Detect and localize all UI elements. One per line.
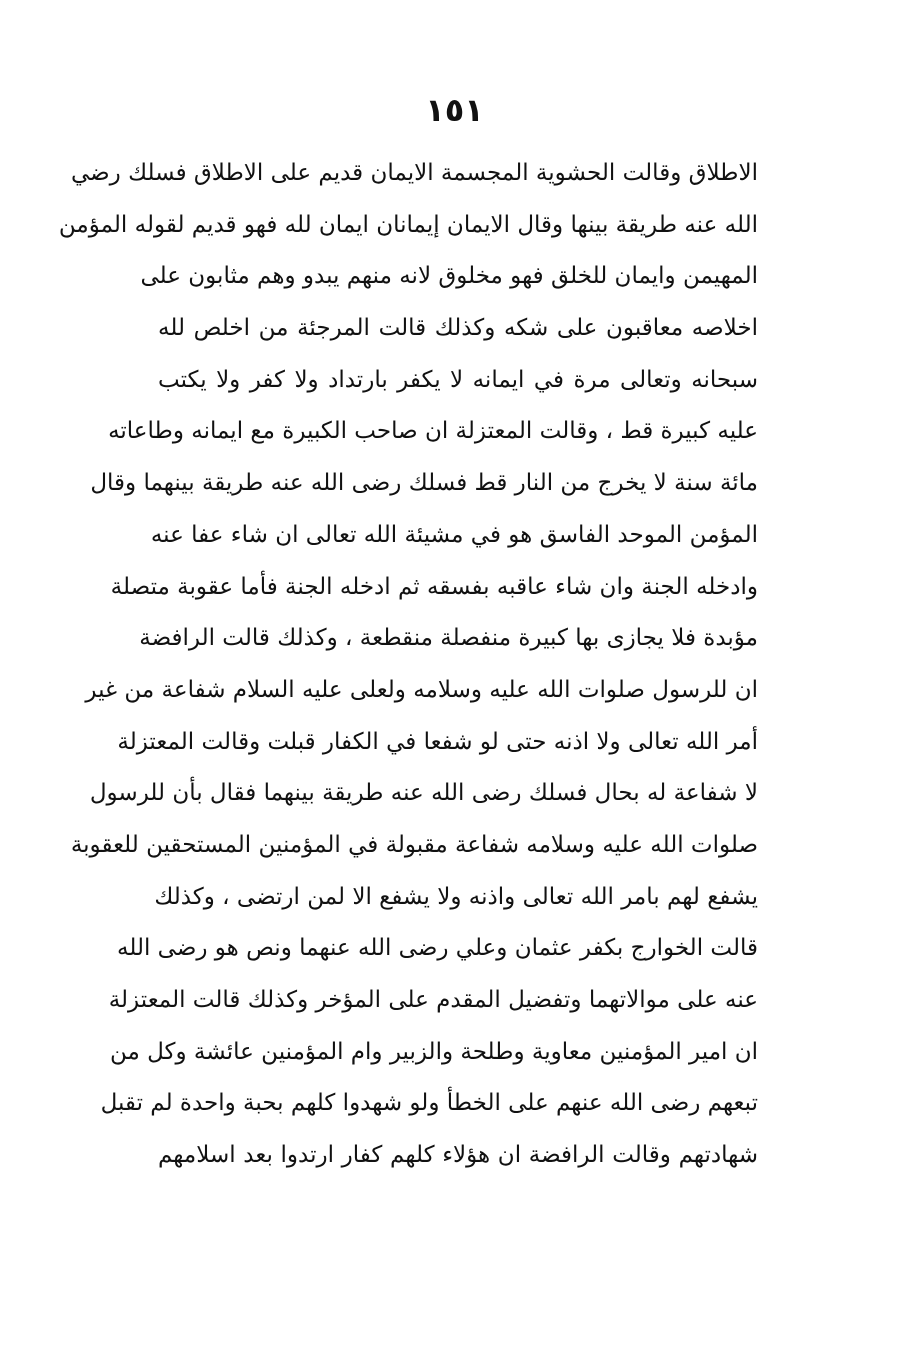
page-number: ١٥١ bbox=[425, 91, 484, 129]
text-line: تبعهم رضى الله عنهم على الخطأ ولو شهدوا كلهم بحبة واحدة لم تقبل bbox=[100, 1090, 758, 1117]
text-line: عنه على موالاتهما وتفضيل المقدم على المؤخر وكذلك قالت المعتزلة bbox=[108, 987, 758, 1013]
text-line: وادخله الجنة وان شاء عاقبه بفسقه ثم ادخله الجنة فأما عقوبة متصلة bbox=[110, 573, 758, 600]
text-line: صلوات الله عليه وسلامه شفاعة مقبولة في المؤمنين المستحقين للعقوبة bbox=[70, 831, 758, 858]
text-line: المؤمن الموحد الفاسق هو في مشيئة الله تعالى ان شاء عفا عنه bbox=[150, 521, 758, 548]
text-line: لا شفاعة له بحال فسلك رضى الله عنه طريقة بينهما فقال بأن للرسول bbox=[89, 780, 758, 807]
text-line: الاطلاق وقالت الحشوية المجسمة الايمان قديم على الاطلاق فسلك رضي bbox=[70, 160, 758, 186]
text-line: عليه كبيرة قط ، وقالت المعتزلة ان صاحب الكبيرة مع ايمانه وطاعاته bbox=[108, 418, 758, 445]
text-line: ان للرسول صلوات الله عليه وسلامه ولعلى عليه السلام شفاعة من غير bbox=[85, 676, 758, 703]
text-line: يشفع لهم بامر الله تعالى واذنه ولا يشفع الا لمن ارتضى ، وكذلك bbox=[154, 883, 758, 910]
text-line: الله عنه طريقة بينها وقال الايمان إيمانان ايمان لله فهو قديم لقوله المؤمن bbox=[58, 211, 758, 238]
text-line: مؤبدة فلا يجازى بها كبيرة منفصلة منقطعة ، وكذلك قالت الرافضة bbox=[139, 625, 758, 652]
text-line: سبحانه وتعالى مرة في ايمانه لا يكفر بارتداد ولا كفر ولا يكتب bbox=[158, 366, 758, 393]
text-line: اخلاصه معاقبون على شكه وكذلك قالت المرجئة من اخلص لله bbox=[158, 315, 758, 342]
text-line: المهيمن وايمان للخلق فهو مخلوق لانه منهم يبدو وهم مثابون على bbox=[140, 263, 758, 290]
text-line: قالت الخوارج بكفر عثمان وعلي رضى الله عنهما ونص هو رضى الله bbox=[117, 935, 758, 962]
text-line: شهادتهم وقالت الرافضة ان هؤلاء كلهم كفار ارتدوا بعد اسلامهم bbox=[158, 1142, 758, 1169]
text-line: مائة سنة لا يخرج من النار قط فسلك رضى الله عنه طريقة بينهما وقال bbox=[90, 470, 758, 497]
text-line: ان امير المؤمنين معاوية وطلحة والزبير وام المؤمنين عائشة وكل من bbox=[109, 1038, 758, 1065]
text-line: أمر الله تعالى ولا اذنه حتى لو شفعا في الكفار قبلت وقالت المعتزلة bbox=[117, 728, 758, 755]
text-body bbox=[58, 148, 758, 1182]
